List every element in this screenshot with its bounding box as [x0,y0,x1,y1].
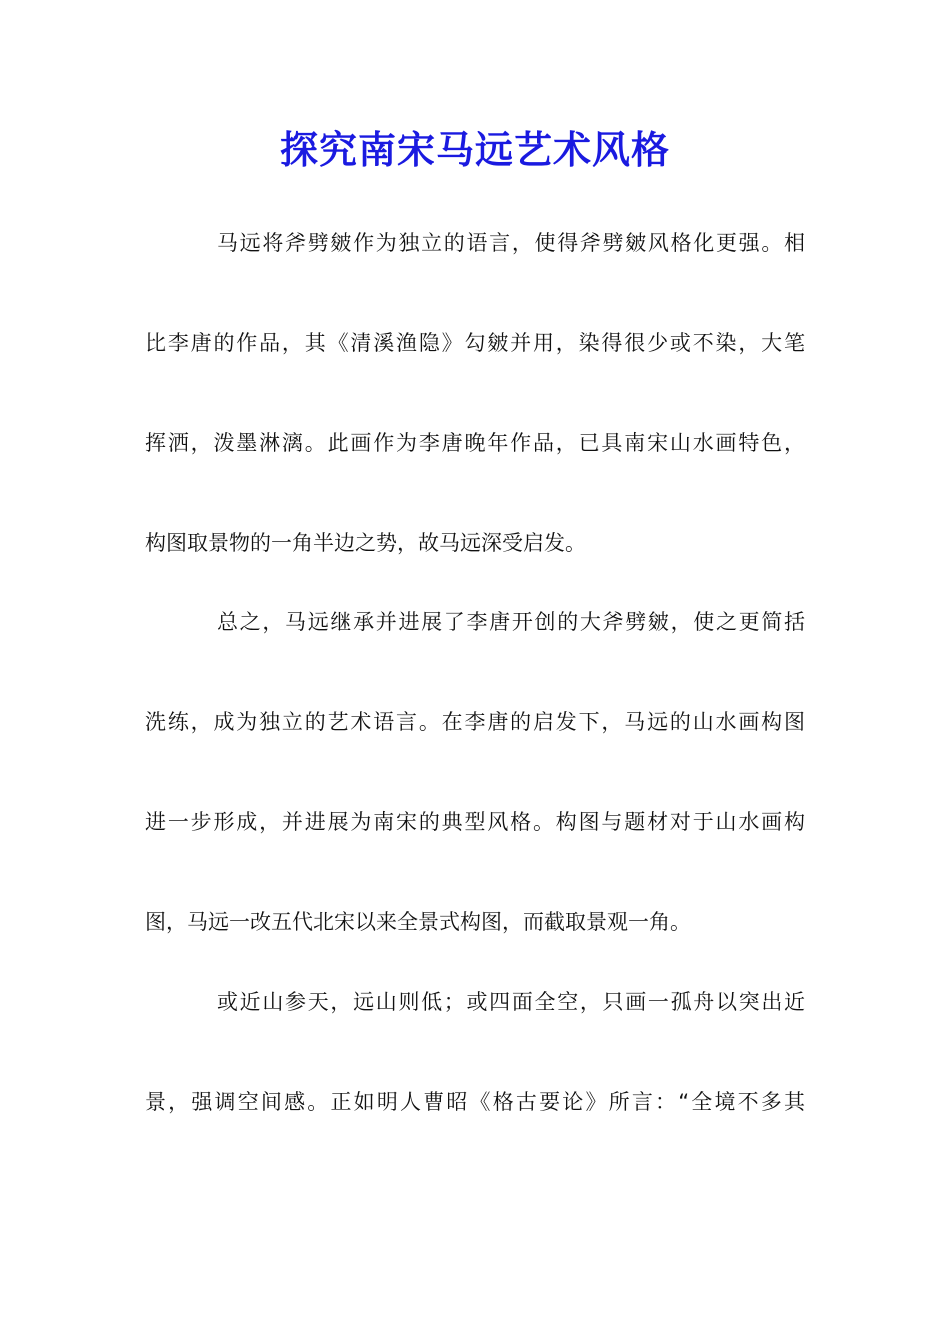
paragraph-3-line-1: 或近山参天，远山则低；或四面全空，只画一孤舟以突出近 [217,990,805,1014]
paragraph-1-line-1: 马远将斧劈皴作为独立的语言，使得斧劈皴风格化更强。相 [217,231,805,255]
paragraph-1-line-2: 比李唐的作品，其《清溪渔隐》勾皴并用，染得很少或不染，大笔 [145,331,805,355]
paragraph-2-line-3: 进一步形成，并进展为南宋的典型风格。构图与题材对于山水画构 [145,810,805,834]
paragraph-2-line-4: 图，马远一改五代北宋以来全景式构图，而截取景观一角。 [145,910,691,934]
paragraph-1-line-3: 挥洒，泼墨淋漓。此画作为李唐晚年作品，已具南宋山水画特色， [145,431,805,455]
paragraph-3-line-2: 景，强调空间感。正如明人曹昭《格古要论》所言：“全境不多其 [145,1090,805,1114]
document-title: 探究南宋马远艺术风格 [279,127,670,172]
paragraph-1-line-4: 构图取景物的一角半边之势，故马远深受启发。 [145,531,586,555]
paragraph-2-line-1: 总之，马远继承并进展了李唐开创的大斧劈皴，使之更简括 [217,610,805,634]
paragraph-2-line-2: 洗练，成为独立的艺术语言。在李唐的启发下，马远的山水画构图 [145,710,805,734]
